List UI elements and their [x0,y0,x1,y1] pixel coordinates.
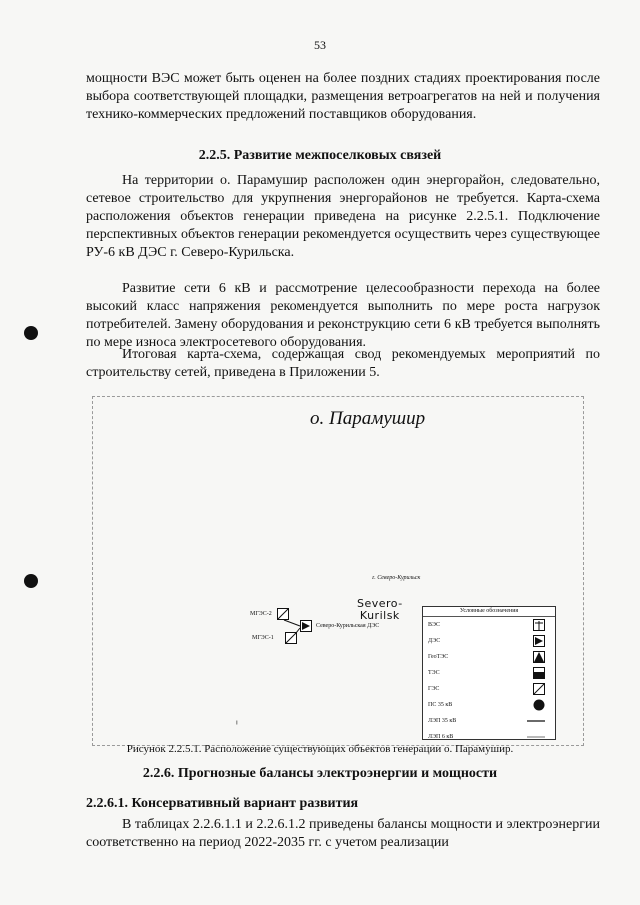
legend-item-label: ВЭС [428,622,440,628]
legend-item-label: ЛЭП 35 кВ [428,718,457,724]
geothermal-plant-icon [533,651,545,663]
map-des-label: Северо-Курильская ДЭС [316,623,380,629]
substation-icon [533,699,545,711]
punch-hole [24,326,38,340]
punch-hole [24,574,38,588]
paragraph-2: Развитие сети 6 кВ и рассмотрение целесообразности перехода на более высокий класс напряжения рекомендуется выполнить по мере роста нагрузок потребителей. Замену оборудования и реконструкцию сети 6 кВ требуется выполнять по мере износа электросетевого оборудования. [86,281,600,350]
legend-item [423,697,555,713]
legend-item-label: ГеоТЭС [428,654,449,660]
section-heading-2-2-6-1: 2.2.6.1. Консервативный вариант развития [86,796,359,811]
city-line-2: Kurilsk [359,609,400,622]
legend-item [423,649,555,665]
legend-item-label: ЛЭП 6 кВ [428,734,454,740]
legend-item [423,617,555,633]
line-35kv-icon [527,715,545,727]
thermal-plant-icon [533,667,545,679]
line-6kv-icon [527,731,545,743]
hydro-plant-icon [533,683,545,695]
legend-item [423,633,555,649]
diesel-plant-icon [300,620,312,632]
map-mges1-label: МГЭС-1 [252,635,274,641]
map-city-small-label: г. Северо-Курильск [372,575,421,581]
section-heading-2-2-6: 2.2.6. Прогнозные балансы электроэнергии и мощности [142,766,498,781]
page-number: 53 [314,38,326,52]
legend-item [423,681,555,697]
city-line-1: Severo- [357,597,403,610]
hydro-plant-icon [285,632,297,644]
paragraph-4: В таблицах 2.2.6.1.1 и 2.2.6.1.2 приведены балансы мощности и электроэнергии соответственно на период 2022-2035 гг. с учетом реализации [86,817,600,850]
paragraph-1: На территории о. Парамушир расположен один энергорайон, следовательно, сетевое строительство для укрупнения энергорайонов не требуется. Карта-схема расположения объектов генерации приведена на рисунке 2.2.5.1. Подключение перспективных объектов генерации рекомендуется осуществить через существующее РУ-6 кВ ДЭС г. Северо-Курильска. [86,173,600,260]
legend-item [423,665,555,681]
map-mges2-label: МГЭС-2 [250,611,272,617]
map-legend [422,606,556,740]
map-title: о. Парамушир [310,408,426,429]
section-heading-2-2-5: 2.2.5. Развитие межпоселковых связей [198,148,442,163]
wind-plant-icon [533,619,545,631]
legend-item [423,713,555,729]
legend-item-label: ТЭС [428,670,440,676]
paragraph-intro: мощности ВЭС может быть оценен на более поздних стадиях проектирования после выбора соответствующей площадки, размещения ветроагрегатов на ней и получения технико-коммерческих предложений поставщиков оборудования. [86,71,600,122]
hydro-plant-icon [277,608,289,620]
legend-item-label: ПС 35 кВ [428,702,453,708]
legend-item-label: ДЭС [428,638,441,644]
map-mark: ⵑ [236,721,238,727]
paragraph-3: Итоговая карта-схема, содержащая свод рекомендуемых мероприятий по строительству сетей, приведена в Приложении 5. [86,347,600,380]
legend-item-label: ГЭС [428,686,440,692]
legend-title: Условные обозначения [423,607,555,617]
diesel-plant-icon [533,635,545,647]
map-city-label [357,598,403,622]
figure-caption: Рисунок 2.2.5.1. Расположение существующих объектов генерации о. Парамушир. [126,743,514,755]
